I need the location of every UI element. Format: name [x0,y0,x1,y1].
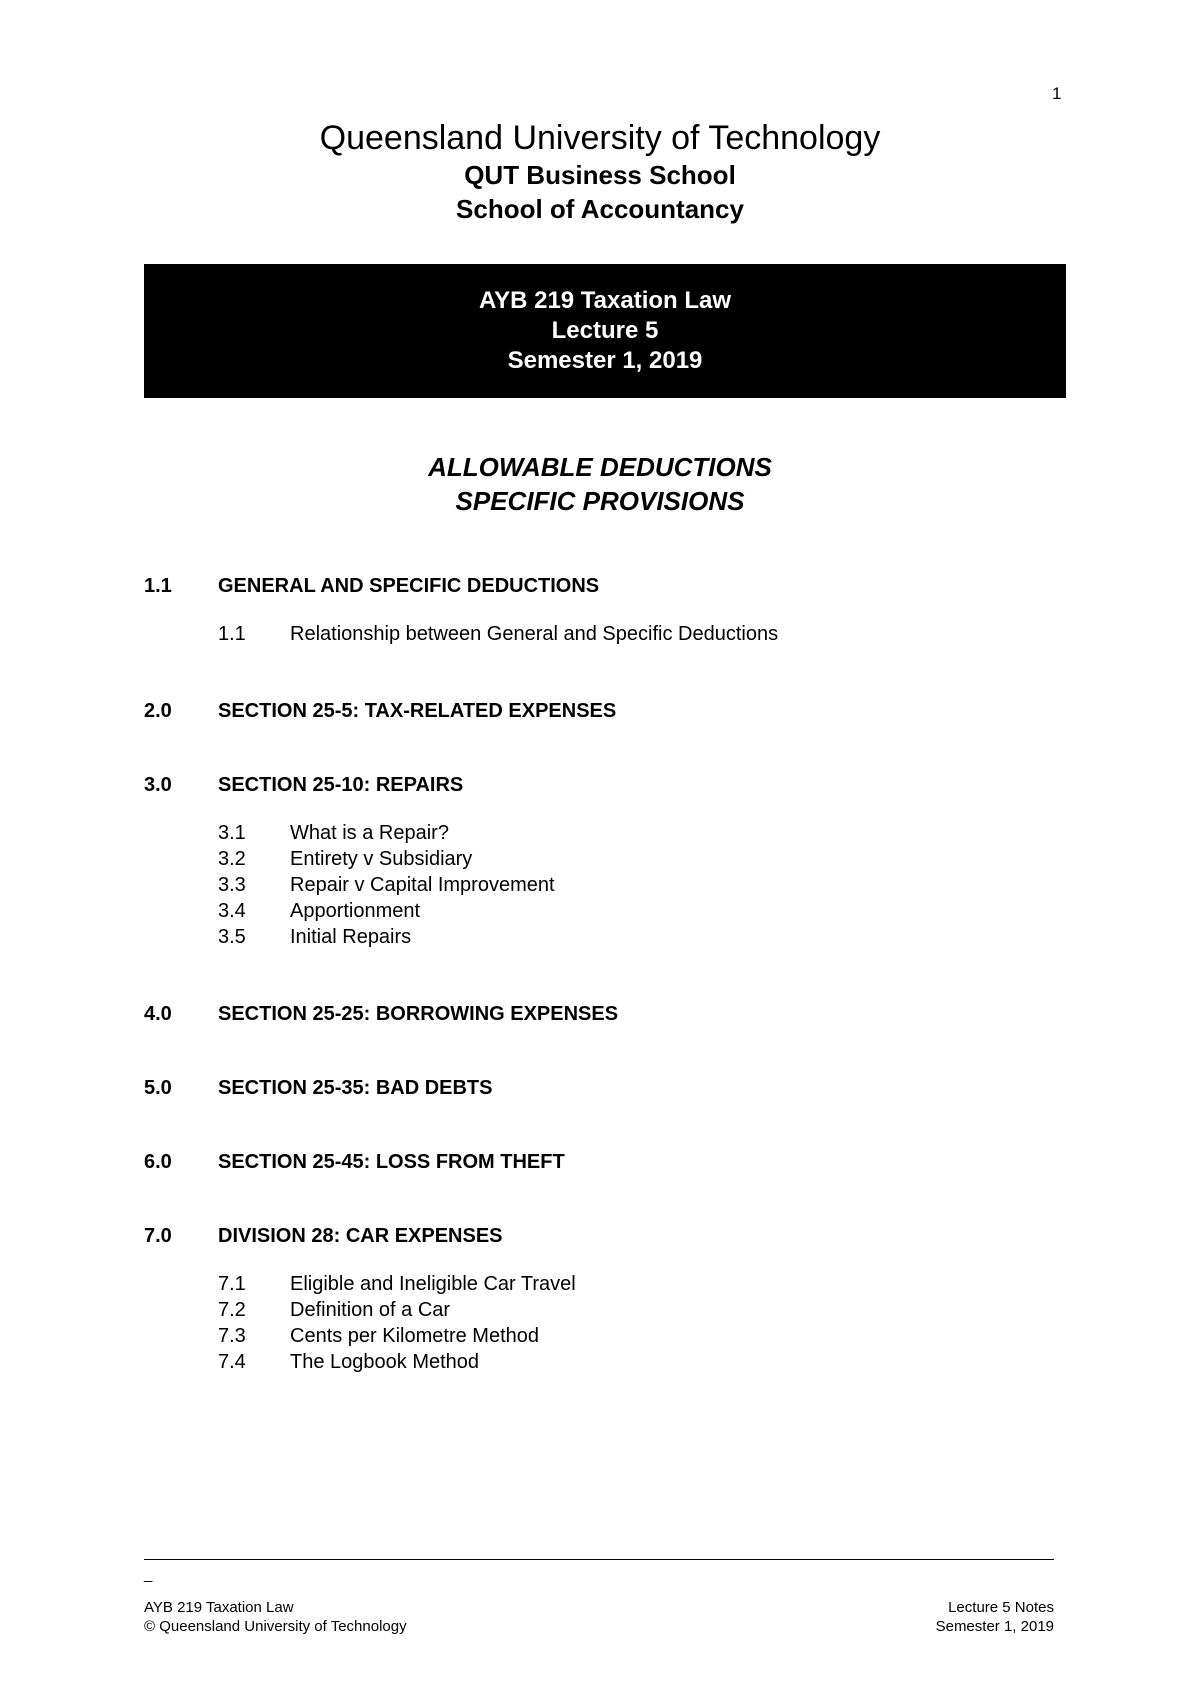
subsection-item [218,1349,1066,1375]
subsection-item [218,898,1066,924]
subsection-list [218,621,1066,647]
section-number: 2.0 [144,700,172,722]
lecture-outline [144,572,1066,1425]
school-name: QUT Business School [464,160,736,190]
footer-semester: Semester 1, 2019 [935,1618,1054,1635]
section-title: DIVISION 28: CAR EXPENSES [218,1225,503,1247]
outline-section [144,1000,1066,1028]
outline-section [144,697,1066,725]
section-number: 4.0 [144,1003,172,1025]
section-heading [144,697,1066,725]
subsection-item [218,846,1066,872]
subsection-item [218,1323,1066,1349]
section-title: SECTION 25-25: BORROWING EXPENSES [218,1003,619,1025]
section-number: 1.1 [144,575,172,597]
section-title: GENERAL AND SPECIFIC DEDUCTIONS [218,575,600,597]
section-number: 7.0 [144,1225,172,1247]
footer-copyright: © Queensland University of Technology [144,1618,407,1635]
subsection-number: 7.1 [218,1273,246,1295]
course-name: AYB 219 Taxation Law [478,287,732,314]
semester-label: Semester 1, 2019 [507,347,703,374]
subsection-number: 3.2 [218,848,246,870]
footer-notes-label: Lecture 5 Notes [948,1599,1054,1616]
section-heading [144,1000,1066,1028]
subsection-number: 3.5 [218,926,246,948]
section-heading [144,1222,1066,1250]
footer-left [144,1598,407,1636]
subsection-text: Eligible and Ineligible Car Travel [290,1273,576,1295]
topic-line-1: ALLOWABLE DEDUCTIONS [428,452,772,482]
subsection-item [218,924,1066,950]
section-title: SECTION 25-45: LOSS FROM THEFT [218,1151,565,1173]
subsection-number: 3.1 [218,822,246,844]
subsection-text: Initial Repairs [290,926,412,948]
subsection-item [218,820,1066,846]
subsection-text: The Logbook Method [290,1351,480,1373]
section-heading [144,572,1066,600]
subsection-text: Cents per Kilometre Method [290,1325,540,1347]
subsection-number: 1.1 [218,623,246,645]
section-title: SECTION 25-5: TAX-RELATED EXPENSES [218,700,617,722]
subsection-text: Relationship between General and Specific Deductions [290,623,779,645]
department-name: School of Accountancy [456,194,744,224]
section-number: 3.0 [144,774,172,796]
section-number: 6.0 [144,1151,172,1173]
section-heading [144,771,1066,799]
subsection-item [218,1297,1066,1323]
subsection-number: 3.3 [218,874,246,896]
subsection-item [218,621,1066,647]
subsection-list [218,820,1066,950]
section-heading [144,1074,1066,1102]
subsection-list [218,1271,1066,1375]
subsection-text: What is a Repair? [290,822,449,844]
section-number: 5.0 [144,1077,172,1099]
subsection-text: Definition of a Car [290,1299,451,1321]
subsection-number: 7.4 [218,1351,246,1373]
footer-right [936,1598,1054,1636]
section-heading [144,1148,1066,1176]
footer-divider [144,1559,1054,1560]
footer-dash: _ [144,1566,153,1583]
topic-heading [0,450,1200,518]
topic-line-2: SPECIFIC PROVISIONS [455,486,745,516]
subsection-item [218,872,1066,898]
outline-section [144,771,1066,950]
outline-section [144,572,1066,647]
subsection-number: 7.3 [218,1325,246,1347]
section-title: SECTION 25-10: REPAIRS [218,774,464,796]
lecture-label: Lecture 5 [551,317,659,344]
subsection-number: 7.2 [218,1299,246,1321]
section-title: SECTION 25-35: BAD DEBTS [218,1077,493,1099]
subsection-item [218,1271,1066,1297]
document-header [0,118,1200,226]
footer-course: AYB 219 Taxation Law [144,1599,294,1616]
subsection-number: 3.4 [218,900,246,922]
page-number: 1 [1052,84,1062,103]
course-title-box [144,264,1066,398]
outline-section [144,1148,1066,1176]
outline-section [144,1074,1066,1102]
subsection-text: Entirety v Subsidiary [290,848,473,870]
subsection-text: Repair v Capital Improvement [290,874,555,896]
outline-section [144,1222,1066,1375]
subsection-text: Apportionment [290,900,421,922]
university-title: Queensland University of Technology [319,119,881,157]
